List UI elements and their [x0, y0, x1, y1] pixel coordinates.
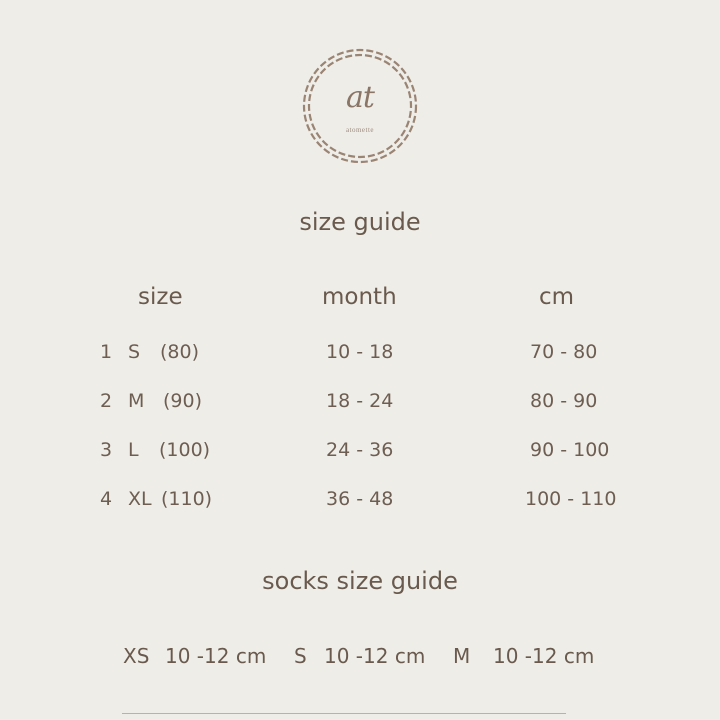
socks-range-m: 10 -12 cm — [493, 644, 595, 668]
size-label: XL — [128, 488, 152, 510]
row-number: 3 — [100, 439, 113, 461]
socks-range-xs: 10 -12 cm — [165, 644, 267, 668]
size-label: M — [128, 390, 145, 412]
bottom-divider — [122, 713, 566, 714]
cm-range: 80 - 90 — [530, 390, 598, 412]
socks-size-m: M — [453, 644, 471, 668]
row-number: 2 — [100, 390, 113, 412]
row-number: 4 — [100, 488, 113, 510]
page-title: size guide — [299, 208, 421, 236]
header-cm: cm — [539, 284, 575, 310]
month-range: 36 - 48 — [326, 488, 394, 510]
brand-logo — [298, 44, 422, 168]
size-value: (110) — [161, 488, 213, 510]
logo-mark: at — [346, 80, 374, 115]
header-size: size — [138, 284, 183, 310]
size-value: (90) — [163, 390, 203, 412]
month-range: 18 - 24 — [326, 390, 394, 412]
socks-range-s: 10 -12 cm — [324, 644, 426, 668]
socks-size-s: S — [294, 644, 307, 668]
header-month: month — [322, 284, 397, 310]
cm-range: 100 - 110 — [525, 488, 617, 510]
size-value: (100) — [159, 439, 211, 461]
size-value: (80) — [160, 341, 200, 363]
month-range: 10 - 18 — [326, 341, 394, 363]
socks-title: socks size guide — [262, 567, 458, 595]
month-range: 24 - 36 — [326, 439, 394, 461]
socks-size-xs: XS — [123, 644, 150, 668]
logo-subtext: atomette — [345, 126, 375, 134]
cm-range: 90 - 100 — [530, 439, 610, 461]
cm-range: 70 - 80 — [530, 341, 598, 363]
row-number: 1 — [100, 341, 113, 363]
size-label: L — [128, 439, 139, 461]
size-label: S — [128, 341, 141, 363]
